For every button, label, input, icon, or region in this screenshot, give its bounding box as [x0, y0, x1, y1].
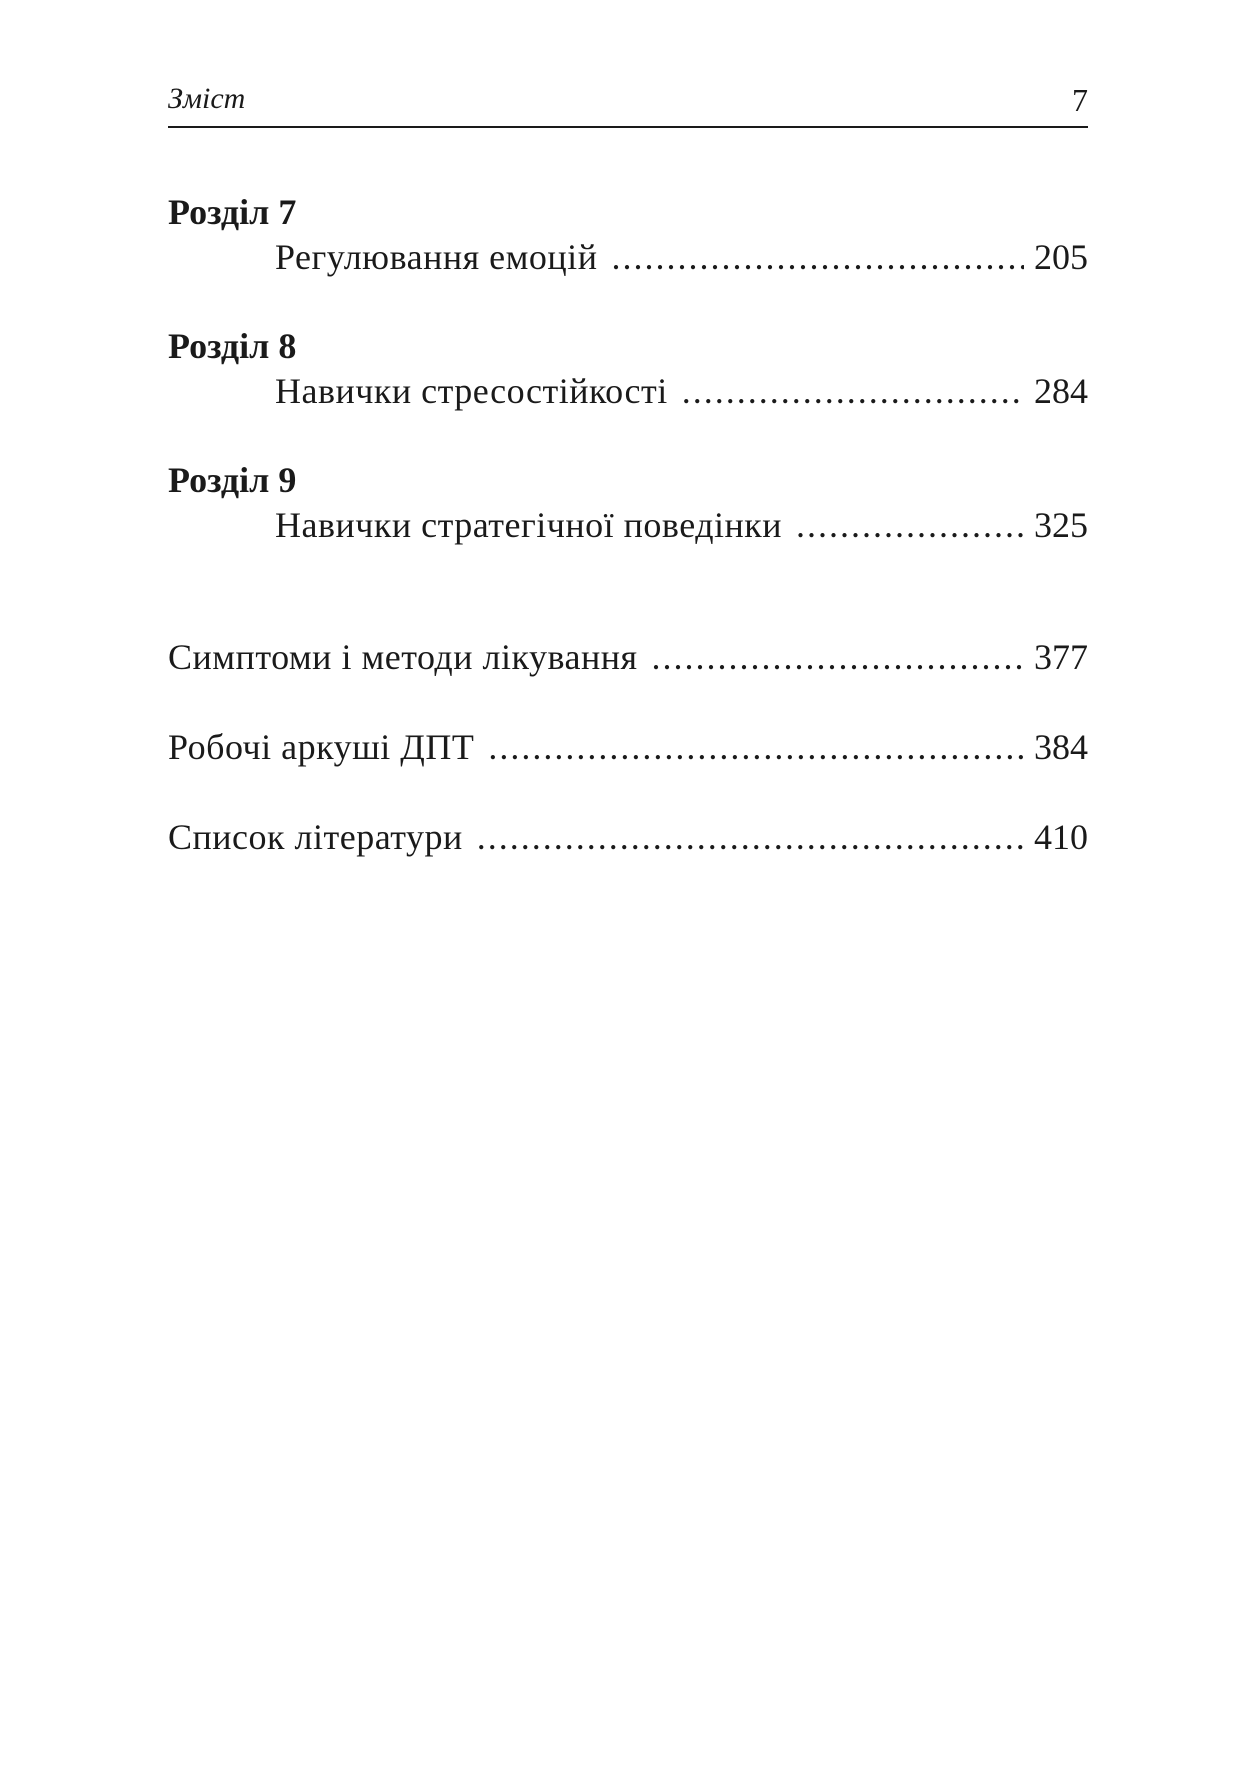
- toc-entry-page: 284: [1034, 371, 1088, 411]
- toc-entry[interactable]: [168, 502, 1088, 548]
- chapter-heading: Розділ 8: [168, 326, 297, 366]
- toc-entry-title: Симптоми і методи лікування: [168, 637, 638, 677]
- dot-leader: [611, 234, 1024, 280]
- toc-entry-page: 205: [1034, 237, 1088, 277]
- toc-entry-title: Навички стресостійкості: [275, 371, 668, 411]
- header-page-number: 7: [1072, 82, 1088, 118]
- toc-entry-title: Навички стратегічної поведінки: [275, 505, 783, 545]
- toc-entry-page: 410: [1034, 817, 1088, 857]
- section-spacer: [168, 592, 1088, 634]
- toc-entry-worksheets[interactable]: [168, 724, 1088, 770]
- toc-entry-title: Робочі аркуші ДПТ: [168, 727, 475, 767]
- dot-leader: [477, 814, 1024, 860]
- toc-entry-symptoms[interactable]: [168, 634, 1088, 680]
- toc-entry-page: 325: [1034, 505, 1088, 545]
- table-of-contents: [168, 190, 1088, 904]
- toc-entry-title: Список літератури: [168, 817, 463, 857]
- dot-leader: [652, 634, 1024, 680]
- toc-entry-title: Регулювання емоцій: [275, 237, 598, 277]
- dot-leader: [488, 724, 1024, 770]
- header-title: Зміст: [168, 82, 246, 115]
- dot-leader: [682, 368, 1024, 414]
- running-header: [168, 78, 1088, 128]
- toc-entry-page: 377: [1034, 637, 1088, 677]
- chapter-heading: Розділ 9: [168, 460, 297, 500]
- toc-entry[interactable]: [168, 234, 1088, 280]
- dot-leader: [796, 502, 1024, 548]
- toc-chapter-7: [168, 190, 1088, 280]
- toc-chapter-8: [168, 324, 1088, 414]
- toc-entry[interactable]: [168, 368, 1088, 414]
- toc-entry-bibliography[interactable]: [168, 814, 1088, 860]
- chapter-heading: Розділ 7: [168, 192, 297, 232]
- toc-entry-page: 384: [1034, 727, 1088, 767]
- toc-chapter-9: [168, 458, 1088, 548]
